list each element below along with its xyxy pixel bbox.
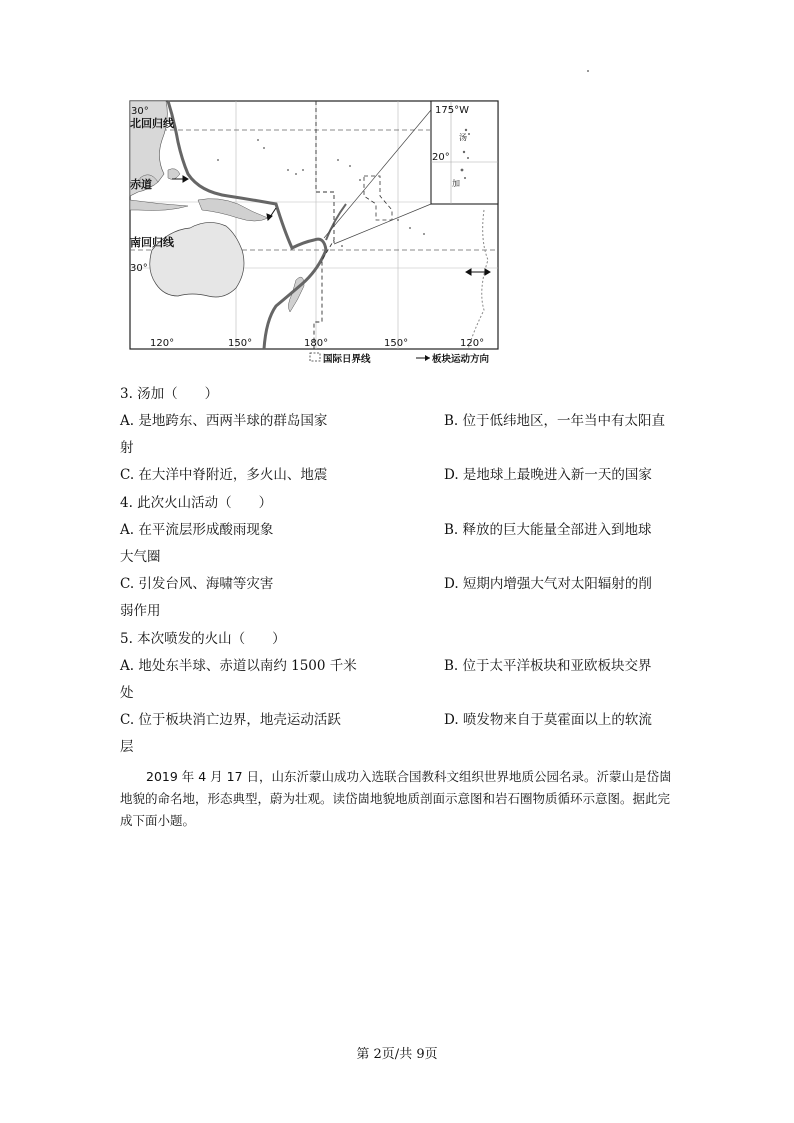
question-4-option-b: B. 释放的巨大能量全部进入到地球 <box>444 522 652 538</box>
question-3-stem: 3. 汤加（ ） <box>120 386 219 402</box>
question-5-option-c: C. 位于板块消亡边界，地壳运动活跃 <box>120 712 341 728</box>
question-5-option-b: B. 位于太平洋板块和亚欧板块交界 <box>444 658 652 674</box>
pacific-map <box>128 100 500 368</box>
lon-label-120e: 120° <box>150 338 175 349</box>
passage-text: 2019 年 4 月 17 日，山东沂蒙山成功入选联合国教科文组织世界地质公园名录。沂蒙山是岱崮地貌的命名地，形态典型，蔚为壮观。读岱崮地貌地质剖面示意图和岩石圈物质循环示意图。据此完成下面小题。 <box>120 769 672 828</box>
equator-label: 赤道 <box>130 178 152 191</box>
question-4-option-b-continued: 大气圈 <box>120 549 161 565</box>
inset-lon-label: 175°W <box>435 105 469 116</box>
lon-label-180: 180° <box>304 338 329 349</box>
page-footer: 第 2页/共 9页 <box>356 1047 438 1062</box>
question-4-option-d-continued: 弱作用 <box>120 603 161 619</box>
question-3-option-b-continued: 射 <box>120 440 134 456</box>
question-4-option-d: D. 短期内增强大气对太阳辐射的削 <box>444 576 652 592</box>
inset-lat-label: 20° <box>432 152 450 163</box>
stray-dot <box>587 70 589 72</box>
inset-label-tang: 汤 <box>459 133 467 142</box>
question-3-option-b: B. 位于低纬地区，一年当中有太阳直 <box>444 413 666 429</box>
question-5-option-d: D. 喷发物来自于莫霍面以上的软流 <box>444 712 652 728</box>
question-5-option-a: A. 地处东半球、赤道以南约 1500 千米 <box>120 658 357 674</box>
lon-label-150e: 150° <box>228 338 253 349</box>
question-4-stem: 4. 此次火山活动（ ） <box>120 495 273 511</box>
question-5-stem: 5. 本次喷发的火山（ ） <box>120 631 286 647</box>
reading-passage <box>120 766 680 832</box>
lat-label-30n: 30° <box>131 106 149 117</box>
lat-label-30s: 30° <box>130 263 148 274</box>
pacific-map-figure <box>128 100 500 368</box>
question-3-option-c: C. 在大洋中脊附近，多火山、地震 <box>120 467 328 483</box>
legend-dateline-label: 国际日界线 <box>323 354 371 365</box>
question-3-option-a: A. 是地跨东、西两半球的群岛国家 <box>120 413 328 429</box>
question-4-option-c: C. 引发台风、海啸等灾害 <box>120 576 274 592</box>
question-3-option-d: D. 是地球上最晚进入新一天的国家 <box>444 467 652 483</box>
legend-plate-label: 板块运动方向 <box>432 354 490 365</box>
question-5-option-d-continued: 层 <box>120 739 134 755</box>
question-5-option-a-continued: 处 <box>120 685 134 701</box>
inset-label-jia: 加 <box>452 179 460 188</box>
tropic-of-cancer-label: 北回归线 <box>130 117 174 130</box>
lon-label-150w: 150° <box>384 338 409 349</box>
question-4-option-a: A. 在平流层形成酸雨现象 <box>120 522 274 538</box>
lon-label-120w: 120° <box>460 338 485 349</box>
tropic-of-capricorn-label: 南回归线 <box>130 236 174 249</box>
